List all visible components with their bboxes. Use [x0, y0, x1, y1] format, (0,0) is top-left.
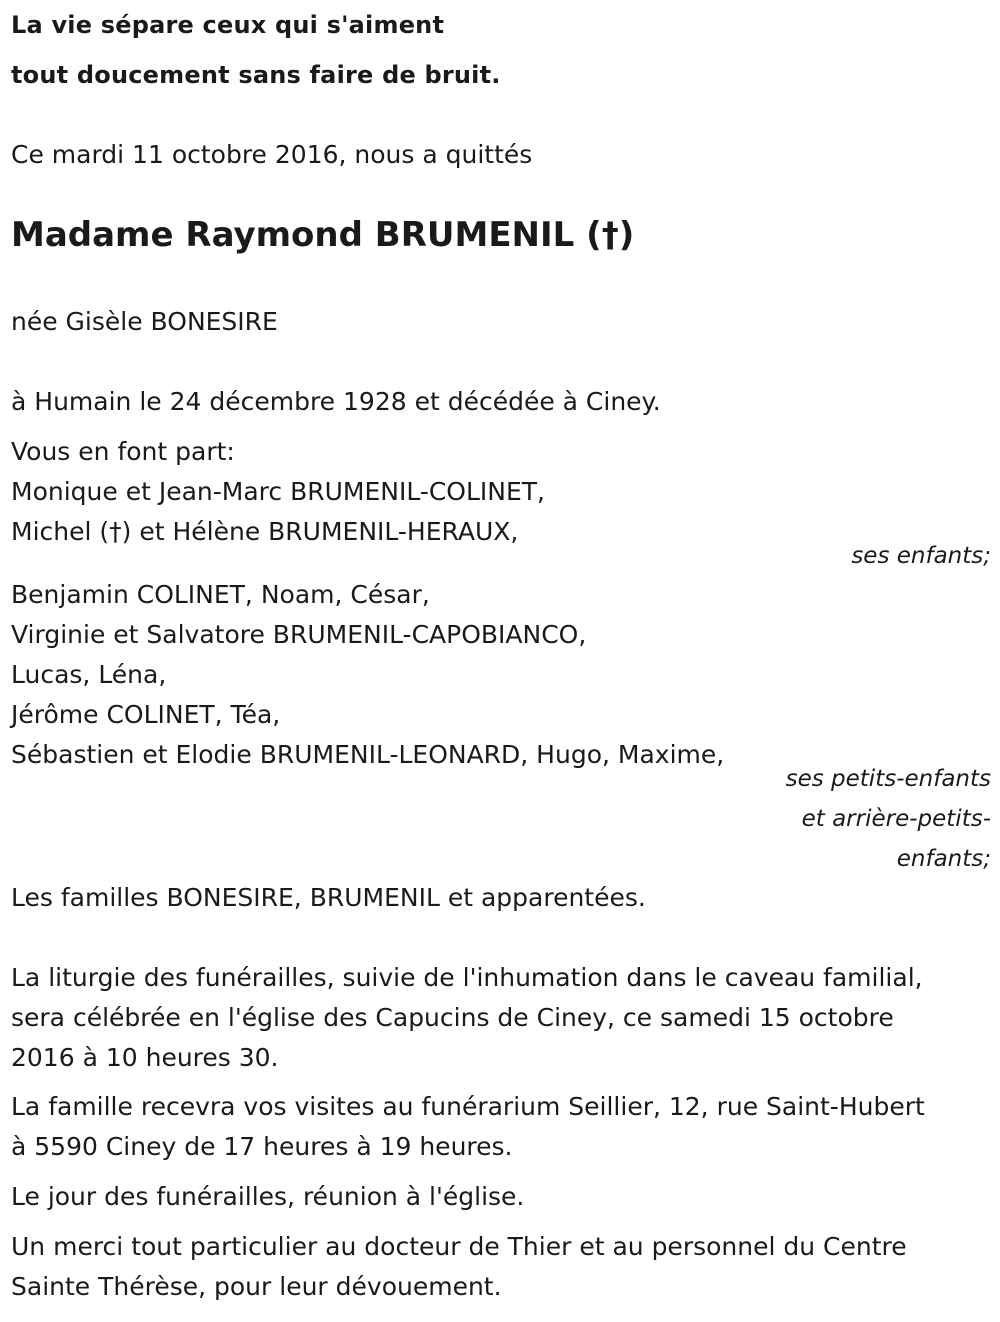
grandchildren-list	[11, 575, 724, 775]
liturgy-line-1: La liturgie des funérailles, suivie de l'inhumation dans le caveau familial,	[11, 963, 923, 992]
liturgy-line-3: 2016 à 10 heures 30.	[11, 1043, 279, 1072]
thanks-line-1: Un merci tout particulier au docteur de Thier et au personnel du Centre	[11, 1232, 907, 1261]
birth-name: née Gisèle BONESIRE	[11, 307, 278, 336]
meeting-text: Le jour des funérailles, réunion à l'église.	[11, 1182, 525, 1211]
children-list	[11, 472, 545, 552]
thanks-line-2: Sainte Thérèse, pour leur dévouement.	[11, 1272, 502, 1301]
epigraph-line-2: tout doucement sans faire de bruit.	[11, 61, 501, 89]
grandchildren-role-line-2: et arrière-petits-	[801, 806, 991, 832]
announcement: Vous en font part:	[11, 437, 235, 466]
deceased-name: Madame Raymond BRUMENIL (†)	[11, 215, 635, 255]
grandchild-line: Benjamin COLINET, Noam, César,	[11, 580, 430, 609]
grandchildren-role-line-1: ses petits-enfants	[785, 766, 991, 792]
grandchild-line: Lucas, Léna,	[11, 660, 167, 689]
grandchild-line: Virginie et Salvatore BRUMENIL-CAPOBIANCO,	[11, 620, 587, 649]
children-role: ses enfants;	[851, 543, 991, 569]
epigraph-line-1: La vie sépare ceux qui s'aiment	[11, 11, 445, 39]
intro-text: Ce mardi 11 octobre 2016, nous a quittés	[11, 140, 533, 169]
families-text: Les familles BONESIRE, BRUMENIL et apparentées.	[11, 883, 646, 912]
liturgy-line-2: sera célébrée en l'église des Capucins de Ciney, ce samedi 15 octobre	[11, 1003, 894, 1032]
grandchild-line: Sébastien et Elodie BRUMENIL-LEONARD, Hugo, Maxime,	[11, 740, 725, 769]
grandchild-line: Jérôme COLINET, Téa,	[11, 700, 281, 729]
child-line: Monique et Jean-Marc BRUMENIL-COLINET,	[11, 477, 545, 506]
child-line: Michel (†) et Hélène BRUMENIL-HERAUX,	[11, 517, 519, 546]
birth-death-info: à Humain le 24 décembre 1928 et décédée à Ciney.	[11, 387, 661, 416]
grandchildren-role-line-3: enfants;	[896, 846, 991, 872]
visits-line-2: à 5590 Ciney de 17 heures à 19 heures.	[11, 1132, 513, 1161]
visits-line-1: La famille recevra vos visites au funérarium Seillier, 12, rue Saint-Hubert	[11, 1092, 925, 1121]
